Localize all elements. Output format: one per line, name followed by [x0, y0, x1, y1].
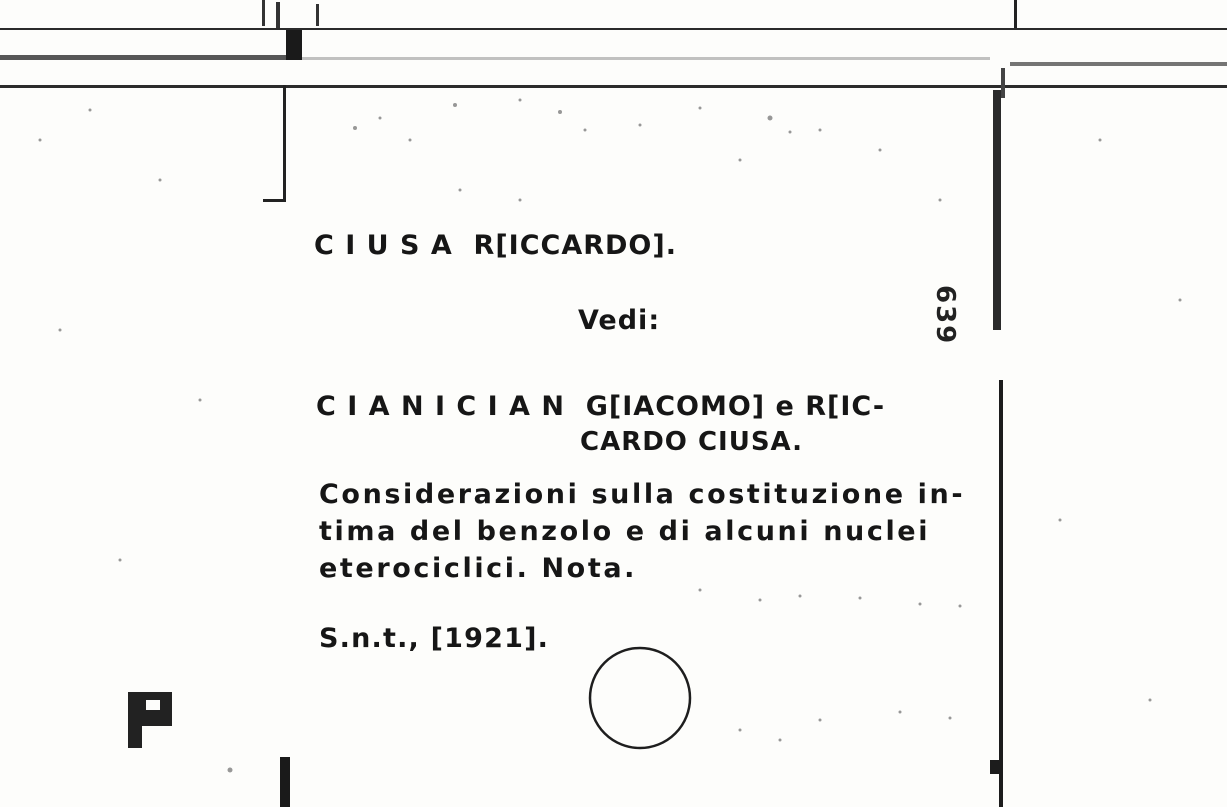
right-border [990, 68, 1005, 807]
description-line-1: Considerazioni sulla costituzione in- [319, 479, 966, 510]
entry-title-line-1: C I A N I C I A N G[IACOMO] e R[IC- [316, 391, 886, 422]
entry-title-line-2: CARDO CIUSA. [580, 427, 804, 457]
see-label: Vedi: [578, 305, 661, 336]
card-number: 639 [930, 285, 960, 346]
description-line-2: tima del benzolo e di alcuni nuclei [319, 516, 931, 547]
punch-hole [590, 648, 690, 748]
card-heading: C I U S A R[ICCARDO]. [314, 230, 677, 261]
top-frame [0, 0, 1227, 88]
left-bracket [263, 85, 286, 202]
bottom-left-mark [280, 757, 290, 807]
description-line-3: eterociclici. Nota. [319, 553, 638, 584]
imprint: S.n.t., [1921]. [319, 623, 550, 654]
stamp-mark [128, 692, 172, 748]
